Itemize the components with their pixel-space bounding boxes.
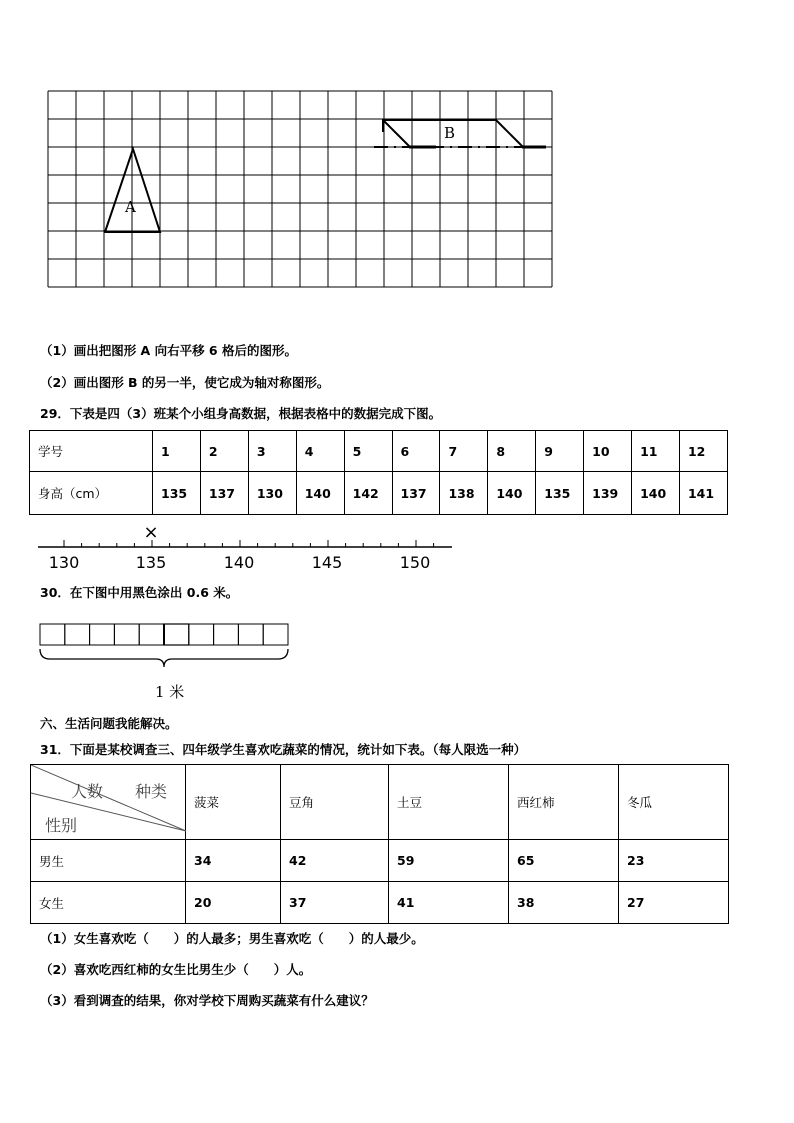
q31-title: 31．下面是某校调查三、四年级学生喜欢吃蔬菜的情况，统计如下表。（每人限选一种） (40, 742, 527, 757)
col-header: 冬瓜 (619, 765, 729, 840)
q28-part1: （1）画出把图形 A 向右平移 6 格后的图形。 (40, 343, 297, 358)
id-cell: 9 (536, 431, 584, 472)
value-cell: 65 (509, 840, 619, 882)
section6-title: 六、生活问题我能解决。 (40, 716, 178, 731)
height-table (29, 430, 728, 515)
strip-cell[interactable] (139, 624, 164, 645)
q30-title: 30．在下图中用黑色涂出 0.6 米。 (40, 585, 239, 600)
strip-cell[interactable] (90, 624, 115, 645)
axis-label: 150 (399, 553, 431, 572)
height-cell: 142 (344, 472, 392, 515)
value-cell: 41 (389, 882, 509, 924)
value-cell: 59 (389, 840, 509, 882)
strip-cell[interactable] (214, 624, 239, 645)
id-cell: 6 (392, 431, 440, 472)
strip-cell[interactable] (114, 624, 139, 645)
id-cell: 7 (440, 431, 488, 472)
height-cell: 130 (248, 472, 296, 515)
id-cell: 1 (153, 431, 201, 472)
axis-label: 140 (223, 553, 255, 572)
row-label-girls: 女生 (31, 882, 186, 924)
id-cell: 5 (344, 431, 392, 472)
id-cell: 11 (632, 431, 680, 472)
shape-b-label: B (444, 124, 456, 142)
height-cell: 140 (296, 472, 344, 515)
value-cell: 27 (619, 882, 729, 924)
brace (40, 649, 288, 667)
height-cell: 140 (632, 472, 680, 515)
q29-title: 29．下表是四（3）班某个小组身高数据，根据表格中的数据完成下图。 (40, 406, 442, 421)
value-cell: 37 (281, 882, 389, 924)
col-header: 土豆 (389, 765, 509, 840)
diag-label-count: 人数 (71, 782, 104, 801)
grid-figure (46, 89, 554, 291)
vegetable-table (30, 764, 729, 924)
height-cell: 137 (392, 472, 440, 515)
col-header: 西红柿 (509, 765, 619, 840)
row-header-id: 学号 (30, 431, 153, 472)
height-cell: 135 (536, 472, 584, 515)
value-cell: 23 (619, 840, 729, 882)
value-cell: 38 (509, 882, 619, 924)
height-cell: 135 (153, 472, 201, 515)
id-cell: 12 (679, 431, 727, 472)
q31-part1: （1）女生喜欢吃（ ）的人最多；男生喜欢吃（ ）的人最少。 (40, 931, 424, 946)
strip-cell[interactable] (65, 624, 90, 645)
height-number-line (30, 518, 460, 574)
value-cell: 42 (281, 840, 389, 882)
height-cell: 141 (679, 472, 727, 515)
shape-b-half (383, 120, 546, 147)
height-cell: 139 (584, 472, 632, 515)
id-cell: 8 (488, 431, 536, 472)
strip-cell[interactable] (238, 624, 263, 645)
diag-label-gender: 性别 (45, 816, 78, 835)
q31-part3: （3）看到调查的结果，你对学校下周购买蔬菜有什么建议？ (40, 993, 374, 1008)
cross-marker: × (143, 522, 159, 543)
value-cell: 34 (186, 840, 281, 882)
axis-label: 130 (48, 553, 80, 572)
shape-a-label: A (125, 198, 136, 216)
brace-label: 1 米 (155, 683, 185, 701)
col-header: 豆角 (281, 765, 389, 840)
id-cell: 4 (296, 431, 344, 472)
q28-part2: （2）画出图形 B 的另一半，使它成为轴对称图形。 (40, 375, 330, 390)
id-cell: 2 (200, 431, 248, 472)
value-cell: 20 (186, 882, 281, 924)
id-cell: 10 (584, 431, 632, 472)
row-label-boys: 男生 (31, 840, 186, 882)
strip-cell[interactable] (189, 624, 214, 645)
col-header: 菠菜 (186, 765, 281, 840)
axis-label: 135 (135, 553, 167, 572)
strip-cell[interactable] (40, 624, 65, 645)
id-cell: 3 (248, 431, 296, 472)
strip-cell[interactable] (164, 624, 189, 645)
height-cell: 137 (200, 472, 248, 515)
axis-label: 145 (311, 553, 343, 572)
height-cell: 140 (488, 472, 536, 515)
strip-cell[interactable] (263, 624, 288, 645)
diagonal-header (31, 765, 186, 840)
diag-label-kind: 种类 (135, 782, 168, 801)
row-header-height: 身高（cm） (30, 472, 153, 515)
height-cell: 138 (440, 472, 488, 515)
q31-part2: （2）喜欢吃西红柿的女生比男生少（ ）人。 (40, 962, 312, 977)
